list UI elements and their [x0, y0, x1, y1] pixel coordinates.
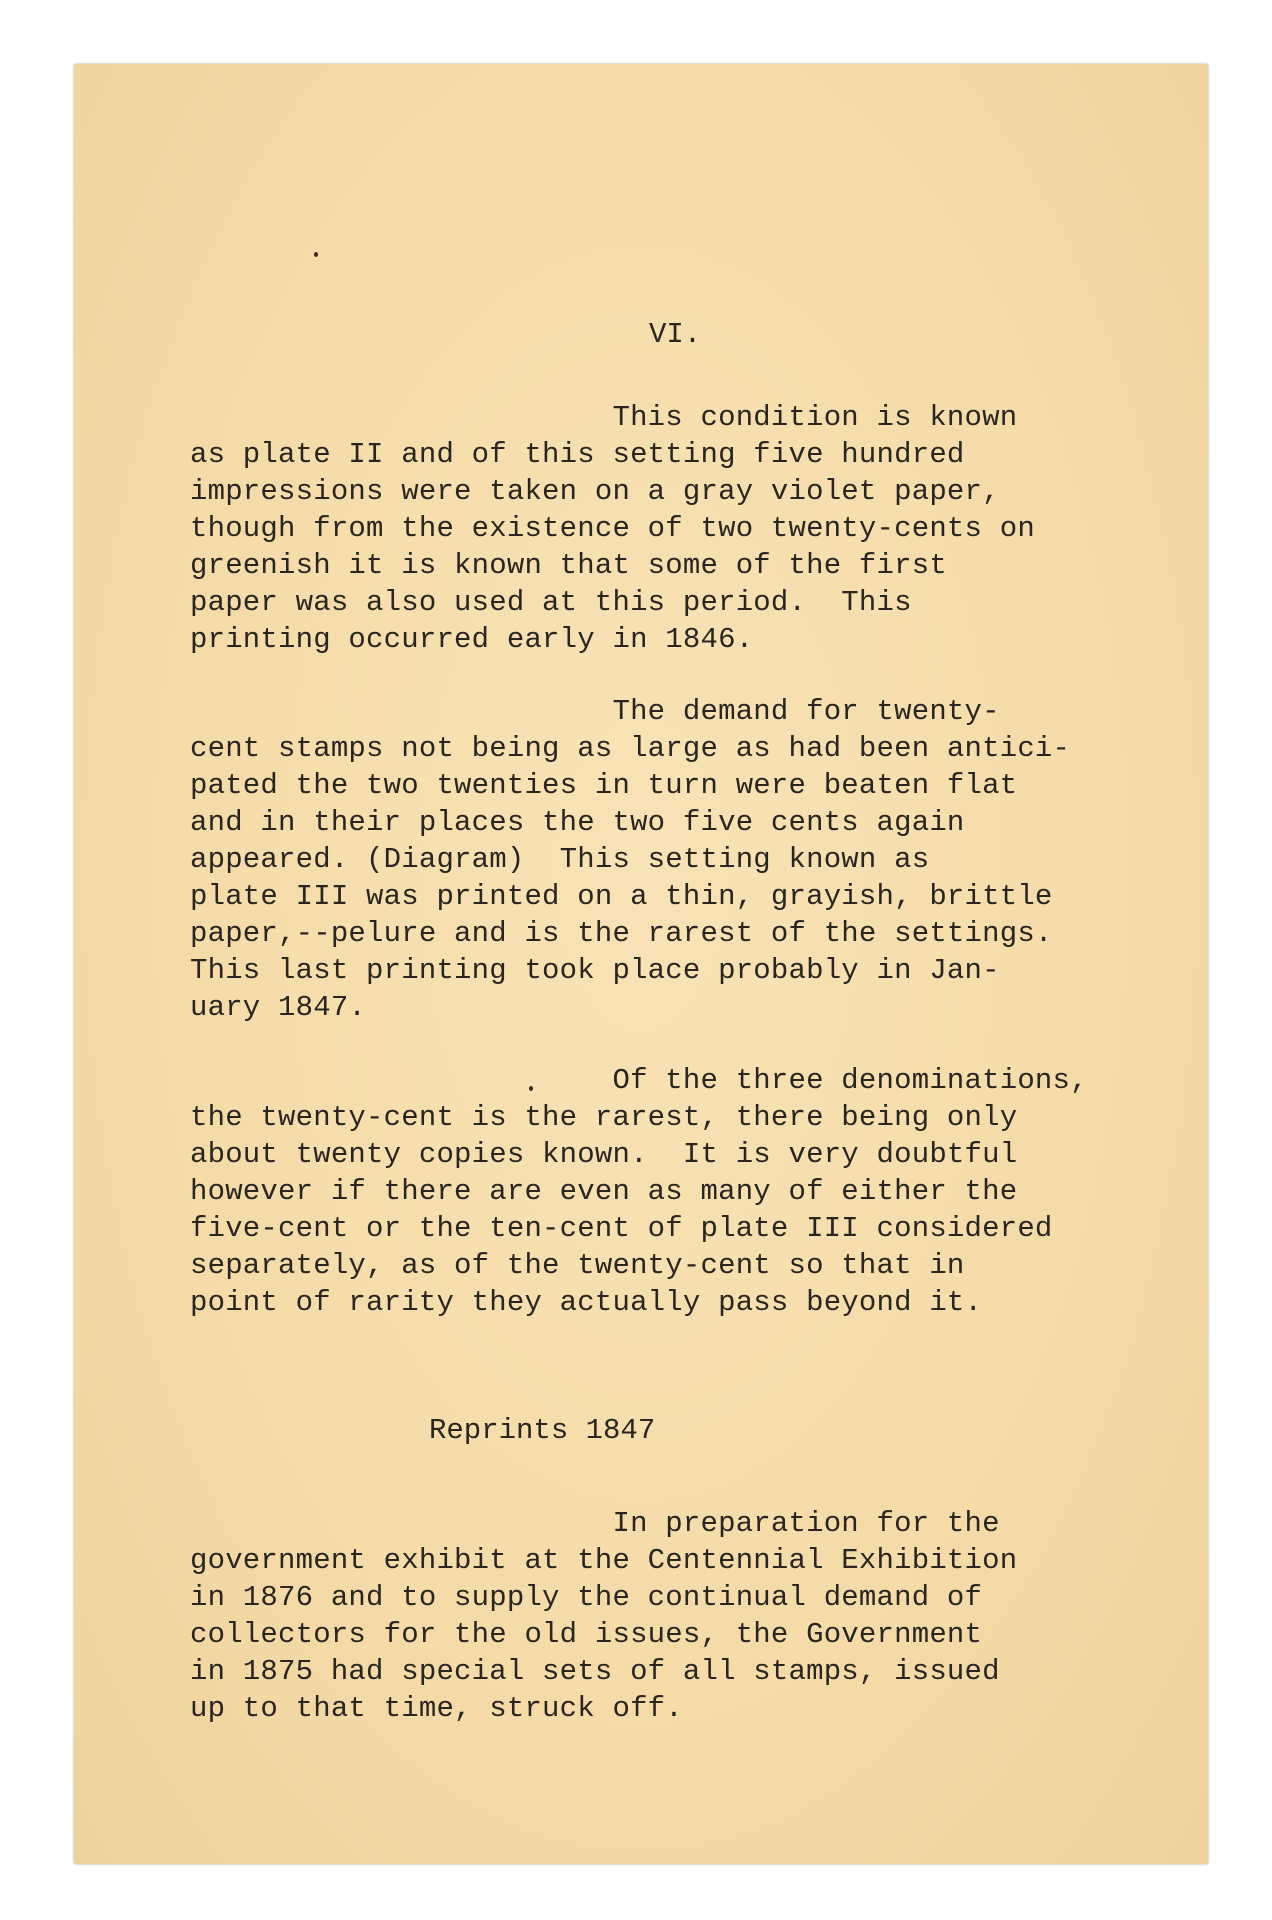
section-heading: Reprints 1847	[429, 1414, 656, 1447]
text-line: Of the three denominations,	[190, 1064, 1088, 1097]
text-line: five-cent or the ten-cent of plate III considered	[190, 1212, 1053, 1245]
text-line: appeared. (Diagram) This setting known as	[190, 843, 930, 876]
text-line: however if there are even as many of either the	[190, 1175, 1018, 1208]
text-line: This condition is known	[190, 401, 1018, 434]
text-line: and in their places the two five cents again	[190, 806, 965, 839]
text-line: greenish it is known that some of the first	[190, 549, 947, 582]
text-line: point of rarity they actually pass beyond it.	[190, 1286, 983, 1319]
text-line: up to that time, struck off.	[190, 1692, 683, 1725]
text-line: the twenty-cent is the rarest, there being only	[190, 1101, 1018, 1134]
text-line: in 1876 and to supply the continual demand of	[190, 1581, 983, 1614]
text-line: as plate II and of this setting five hundred	[190, 438, 965, 471]
page-number: VI.	[649, 318, 702, 351]
text-line: printing occurred early in 1846.	[190, 623, 754, 656]
text-line: collectors for the old issues, the Government	[190, 1618, 983, 1651]
text-line: paper,--pelure and is the rarest of the settings.	[190, 917, 1053, 950]
text-line: In preparation for the	[190, 1507, 1000, 1540]
text-line: government exhibit at the Centennial Exhibition	[190, 1544, 1018, 1577]
text-line: in 1875 had special sets of all stamps, issued	[190, 1655, 1000, 1688]
text-line: paper was also used at this period. This	[190, 586, 912, 619]
text-line: pated the two twenties in turn were beaten flat	[190, 769, 1018, 802]
text-line: plate III was printed on a thin, grayish, brittle	[190, 880, 1053, 913]
text-line: uary 1847.	[190, 991, 367, 1024]
text-line: though from the existence of two twenty-cents on	[190, 512, 1035, 545]
text-line: separately, as of the twenty-cent so that in	[190, 1249, 965, 1282]
text-line: impressions were taken on a gray violet paper,	[190, 475, 1000, 508]
text-line: cent stamps not being as large as had been antici-	[190, 732, 1071, 765]
typewritten-page	[74, 64, 1208, 1864]
text-line: about twenty copies known. It is very doubtful	[190, 1138, 1018, 1171]
text-line: The demand for twenty-	[190, 695, 1000, 728]
ink-speck	[314, 252, 318, 257]
text-line: This last printing took place probably in Jan-	[190, 954, 1000, 987]
